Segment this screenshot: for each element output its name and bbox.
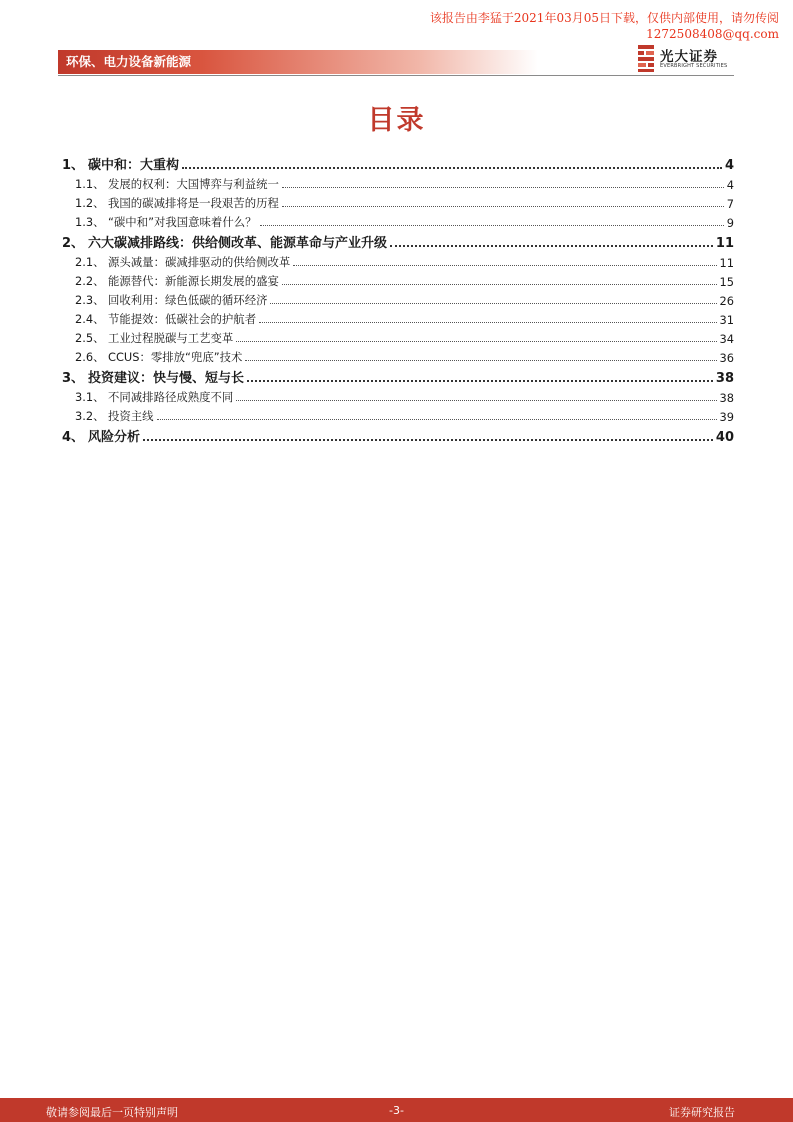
toc-entry-page: 34 [719,332,734,346]
download-watermark [399,10,779,42]
toc-entry-number: 3.1、 [75,390,105,404]
toc-dot-leader [260,224,724,226]
toc-entry-chapter[interactable] [62,424,734,445]
toc-entry-page: 26 [719,294,734,308]
header-divider [58,75,734,76]
toc-dot-leader [245,359,716,361]
toc-entry-title: 碳中和：大重构 [88,158,180,173]
toc-entry-section[interactable] [62,327,734,346]
watermark-line-1: 该报告由李猛于2021年03月05日下载，仅供内部使用，请勿传阅 [429,11,779,25]
logo-english-name: EVERBRIGHT SECURITIES [660,63,728,69]
toc-dot-leader [236,399,716,401]
toc-entry-title: CCUS：零排放“兜底”技术 [108,350,243,364]
toc-dot-leader [293,264,716,266]
toc-entry-chapter[interactable] [62,152,734,173]
toc-entry-title: 发展的权利：大国博弈与利益统一 [108,177,279,191]
toc-entry-section[interactable] [62,405,734,424]
toc-entry-number: 2.3、 [75,293,105,307]
toc-entry-chapter[interactable] [62,230,734,251]
toc-dot-leader [259,321,716,323]
toc-entry-section[interactable] [62,173,734,192]
toc-entry-title: 能源替代：新能源长期发展的盛宴 [108,274,279,288]
toc-entry-title: 风险分析 [88,430,141,445]
toc-dot-leader [282,283,717,285]
toc-entry-number: 3.2、 [75,409,105,423]
toc-dot-leader [157,418,717,420]
toc-entry-page: 7 [726,197,734,211]
toc-dot-leader [282,205,724,207]
toc-entry-section[interactable] [62,211,734,230]
toc-entry-title: 投资主线 [108,409,154,423]
everbright-logo [636,44,736,72]
toc-entry-number: 2.6、 [75,350,105,364]
toc-entry-section[interactable] [62,289,734,308]
toc-entry-number: 2.4、 [75,312,105,326]
toc-entry-title: 源头减量：碳减排驱动的供给侧改革 [108,255,291,269]
toc-entry-title: 六大碳减排路线：供给侧改革、能源革命与产业升级 [88,236,388,251]
toc-entry-page: 15 [719,275,734,289]
toc-dot-leader [282,186,724,188]
toc-entry-number: 1、 [62,158,85,173]
toc-entry-section[interactable] [62,346,734,365]
toc-entry-title: 我国的碳减排将是一段艰苦的历程 [108,196,279,210]
toc-entry-number: 2.2、 [75,274,105,288]
toc-entry-title: 节能提效：低碳社会的护航者 [108,312,257,326]
toc-entry-page: 38 [715,371,734,386]
toc-entry-number: 4、 [62,430,85,445]
toc-entry-section[interactable] [62,270,734,289]
toc-entry-section[interactable] [62,251,734,270]
toc-entry-page: 4 [724,158,734,173]
toc-entry-section[interactable] [62,308,734,327]
toc-entry-title: 不同减排路径成熟度不同 [108,390,234,404]
toc-entry-page: 9 [726,216,734,230]
logo-chinese-name: 光大证券 [660,49,718,65]
everbright-logo-icon [636,44,656,72]
toc-entry-title: 工业过程脱碳与工艺变革 [108,331,234,345]
toc-entry-number: 2.1、 [75,255,105,269]
toc-entry-number: 1.1、 [75,177,105,191]
toc-dot-leader [236,340,716,342]
table-of-contents [62,152,734,445]
toc-entry-page: 31 [719,313,734,327]
toc-entry-page: 11 [719,256,734,270]
page-number: -3- [389,1104,404,1117]
footer-disclaimer: 敬请参阅最后一页特别声明 [46,1106,178,1119]
toc-dot-leader [270,302,716,304]
toc-entry-number: 2.5、 [75,331,105,345]
toc-entry-title: 投资建议：快与慢、短与长 [88,371,245,386]
toc-entry-number: 2、 [62,236,85,251]
toc-entry-page: 11 [715,236,734,251]
toc-entry-number: 3、 [62,371,85,386]
toc-dot-leader [390,244,713,247]
toc-dot-leader [143,438,713,441]
toc-entry-section[interactable] [62,386,734,405]
watermark-line-2: 1272508408@qq.com [646,27,779,41]
toc-entry-section[interactable] [62,192,734,211]
toc-entry-page: 38 [719,391,734,405]
toc-entry-chapter[interactable] [62,365,734,386]
header-title: 环保、电力设备新能源 [66,54,192,69]
toc-title: 目录 [367,105,426,136]
toc-dot-leader [247,379,713,382]
toc-entry-number: 1.3、 [75,215,105,229]
toc-entry-page: 4 [726,178,734,192]
toc-entry-page: 36 [719,351,734,365]
toc-entry-title: “碳中和”对我国意味着什么？ [108,215,257,229]
footer-report-type: 证券研究报告 [669,1106,735,1119]
toc-dot-leader [182,166,722,169]
toc-entry-number: 1.2、 [75,196,105,210]
page-footer [0,1098,793,1122]
toc-entry-title: 回收利用：绿色低碳的循环经济 [108,293,268,307]
toc-entry-page: 39 [719,410,734,424]
toc-entry-page: 40 [715,430,734,445]
